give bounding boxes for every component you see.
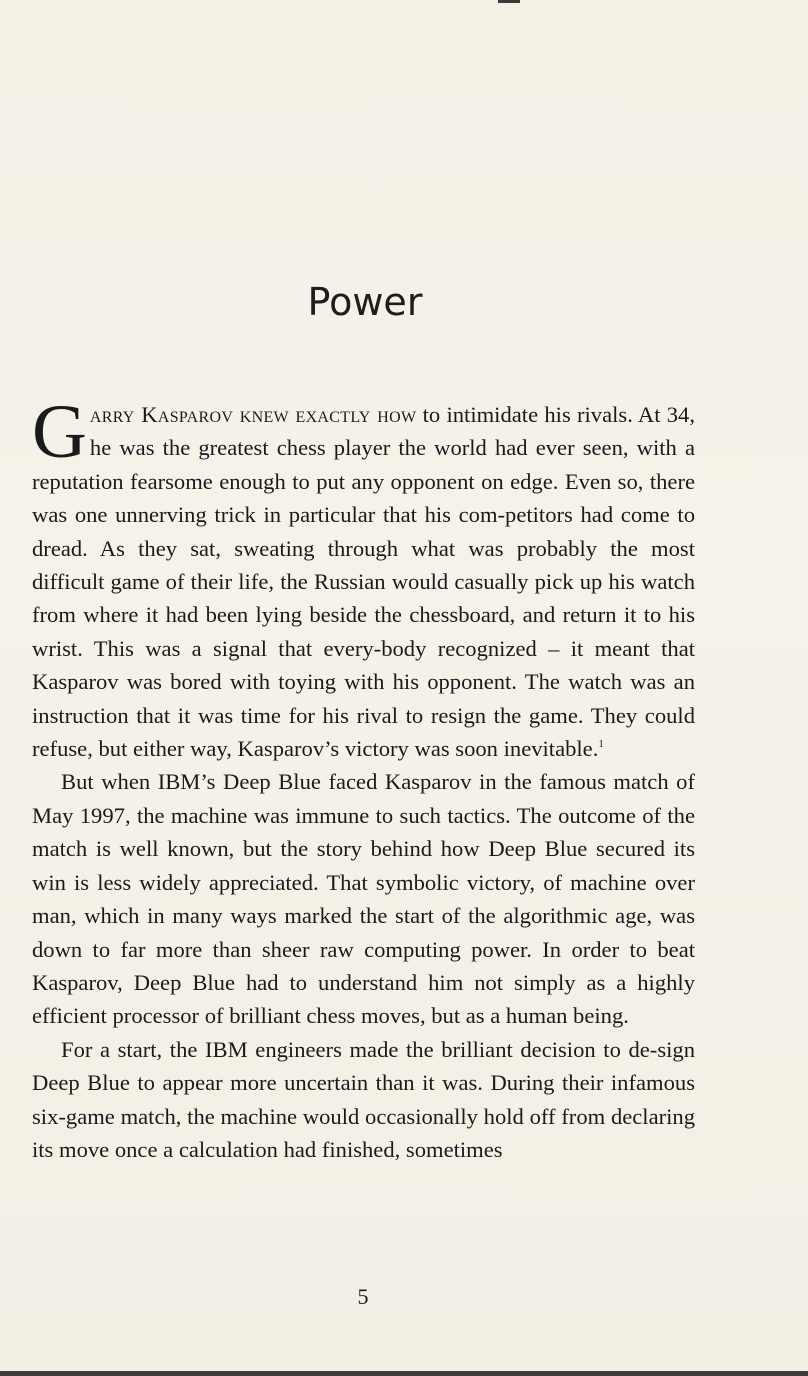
footnote-ref: 1 [598,738,604,751]
chapter-title: Power [307,280,423,324]
paragraph-1-body: to intimidate his rivals. At 34, he was the greatest chess player the world had ever seen, with a reputation fearsome enough to put any opponent on edge. Even so, there was one unnerving trick in particular that his com-petitors had come to dread. As they sat, sweating through what was probably the most difficult game of their life, the Russian would casually pick up his watch from where it had been lying beside the chessboard, and return it to his wrist. This was a signal that every-body recognized – it meant that Kasparov was bored with toying with his opponent. The watch was an instruction that it was time for his rival to resign the game. They could refuse, but either way, Kasparov’s victory was soon inevitable. [32,402,695,762]
bottom-edge [0,1371,808,1376]
paragraph-3: For a start, the IBM engineers made the brilliant decision to de-sign Deep Blue to appear more uncertain than it was. During their infamous six-game match, the machine would occasionally hold off from declaring its move once a calculation had finished, sometimes [32,1036,695,1162]
paragraph-2: But when IBM’s Deep Blue faced Kasparov in the famous match of May 1997, the machine was immune to such tactics. The outcome of the match is well known, but the story behind how Deep Blue secured its win is less widely appreciated. That symbolic victory, of machine over man, which in many ways marked the start of the algorithmic age, was down to far more than sheer raw computing power. In order to beat Kasparov, Deep Blue had to understand him not simply as a highly efficient processor of brilliant chess moves, but as a human being. [32,769,695,1029]
body-text [32,390,695,1166]
top-edge-mark [498,0,520,3]
drop-cap: G [32,390,87,474]
opening-small-caps: arry Kasparov knew exactly how [89,402,417,427]
page-number: 5 [357,1284,369,1309]
paragraph-1 [32,390,695,765]
